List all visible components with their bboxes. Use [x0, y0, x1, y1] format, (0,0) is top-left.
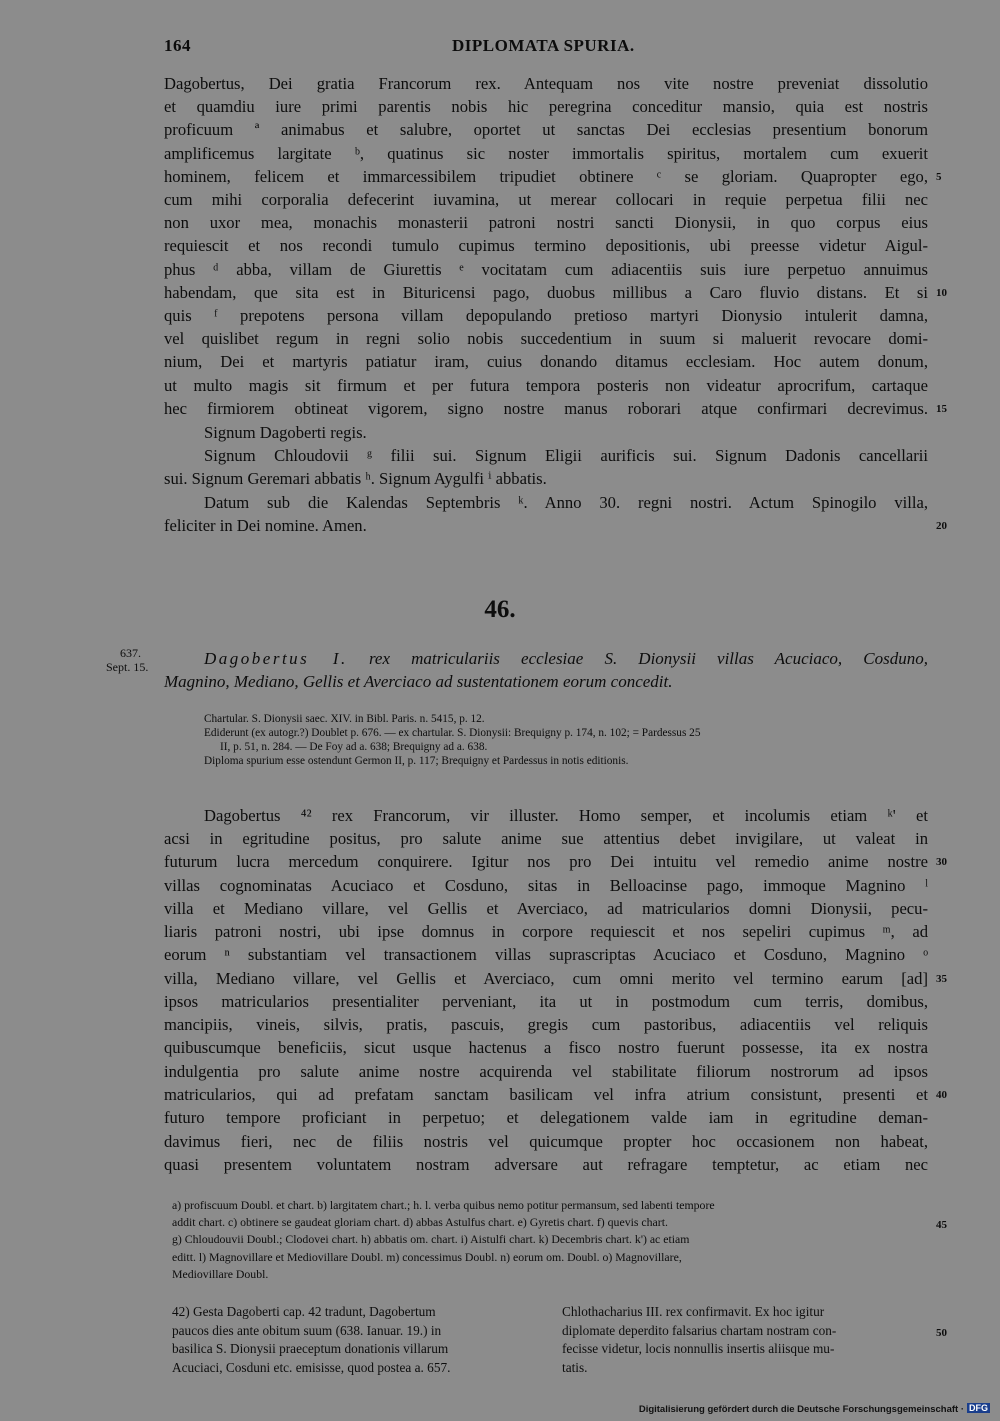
text-line: futurum lucra mercedum conquirere. Igitur nos pro Dei intuitu vel remedio anime nostre: [164, 852, 928, 871]
line-number: 10: [936, 287, 947, 299]
digitization-credit: Digitalisierung gefördert durch die Deutsche Forschungsgemeinschaft ·: [638, 1404, 964, 1415]
text-line: villas cognominatas Acuciaco et Cosduno, sitas in Belloacinse pago, immoque Magnino ˡ: [164, 876, 928, 895]
text-line: quibuscumque beneficiis, sicut usque hactenus a fisco nostro fuerunt possesse, ita ex nostra: [164, 1038, 928, 1057]
regest-line: Magnino, Mediano, Gellis et Averciaco ad sustentationem eorum concedit.: [164, 672, 673, 691]
text-line: quasi presentem voluntatem nostram adversare aut refragare temptetur, ac etiam nec: [164, 1155, 928, 1174]
text-line: futuro tempore proficiant in perpetuo; et delegationem valde iam in egritudine deman-: [164, 1108, 928, 1127]
signum-line: Signum Dagoberti regis.: [204, 423, 367, 442]
signum-line: sui. Signum Geremari abbatis ʰ. Signum Aygulfi ⁱ abbatis.: [164, 469, 547, 488]
note-line: fecisse videtur, locis nonnullis insertis aliisque mu-: [562, 1341, 835, 1356]
source-line: Ediderunt (ex autogr.?) Doublet p. 676. — ex chartular. S. Dionysii: Brequigny p. 174, n. 102; = Pardessus 25: [204, 727, 701, 739]
text-line: cum mihi corporalia defecerint iuvamina, ut merear collocari in requie perpetua filii nec: [164, 190, 928, 209]
text-line: hominem, felicem et immarcessibilem tripudiet obtinere ᶜ se gloriam. Quapropter ego,: [164, 167, 928, 186]
date-year: 637.: [120, 646, 141, 660]
text-line: matricularios, qui ad prefatam sanctam basilicam vel infra atrium consistunt, presenti et: [164, 1085, 928, 1104]
running-title: DIPLOMATA SPURIA.: [452, 36, 635, 55]
text-line: hec firmiorem obtineat vigorem, signo nostre manus roborari atque confirmari decrevimus.: [164, 399, 928, 418]
text-line: Dagobertus, Dei gratia Francorum rex. Antequam nos vite nostre preveniat dissolutio: [164, 74, 928, 93]
regest-line: [204, 647, 928, 670]
footnote-line: addit chart. c) obtinere se gaudeat gloriam chart. d) abbas Astulfus chart. e) Gyretis chart. f) quevis chart.: [172, 1215, 668, 1229]
text-line: villa, Mediano villare, vel Gellis et Averciaco, cum omni merito vel termino earum [ad]: [164, 969, 928, 988]
line-number: 5: [936, 171, 942, 183]
dfg-logo: DFG: [969, 1403, 988, 1413]
text-line: requiescit et nos recondi tumulo cupimus termino depositionis, ubi preesse videtur Aigul-: [164, 236, 928, 255]
footnote-line: editt. l) Magnovillare et Mediovillare Doubl. m) concessimus Doubl. n) eorum om. Doubl. o) Magnovillare,: [172, 1250, 682, 1264]
footnote-line: g) Chloudouvii Doubl.; Clodovei chart. h) abbatis om. chart. i) Aistulfi chart. k) Decembris chart. k') ac etiam: [172, 1232, 690, 1246]
text-line: non uxor mea, monachis monasterii patroni nostri sancti Dionysii, in quo corpus eius: [164, 213, 928, 232]
note-line: Chlothacharius III. rex confirmavit. Ex hoc igitur: [562, 1304, 825, 1319]
line-number: 50: [936, 1327, 947, 1339]
line-number: 45: [936, 1219, 947, 1231]
text-line: indulgentia pro salute anime nostre acquirenda vel stabilitate filiorum nostrorum ad ipsos: [164, 1062, 928, 1081]
datum-line: Datum sub die Kalendas Septembris ᵏ. Anno 30. regni nostri. Actum Spinogilo villa,: [204, 493, 928, 512]
text-line: mancipiis, vineis, silvis, pratis, pascuis, gregis cum pastoribus, adiacentiis vel reliquis: [164, 1015, 928, 1034]
source-line: II, p. 51, n. 284. — De Foy ad a. 638; Brequigny ad a. 638.: [220, 741, 488, 753]
text-line: ut multo magis sit firmum et per futura tempora posteris non videatur aprocrifum, cartaque: [164, 376, 928, 395]
note-line: paucos dies ante obitum suum (638. Ianuar. 19.) in: [172, 1323, 442, 1338]
text-line: et quamdiu iure primi parentis nobis hic peregrina conceditur mansio, quia est nostris: [164, 97, 928, 116]
text-line: phus ᵈ abba, villam de Giurettis ᵉ vocitatam cum adiacentiis suis iure perpetuo annuimus: [164, 260, 928, 279]
line-number: 35: [936, 973, 947, 985]
text-line: davimus fieri, nec de filiis nostris vel quicumque propter hoc occasionem non habeat,: [164, 1132, 928, 1151]
line-number: 15: [936, 403, 947, 415]
document-number: 46.: [484, 596, 516, 623]
note-line: 42) Gesta Dagoberti cap. 42 tradunt, Dagobertum: [172, 1304, 436, 1319]
note-line: basilica S. Dionysii praeceptum donationis villarum: [172, 1341, 449, 1356]
text-line: eorum ⁿ substantiam vel transactionem villas suprascriptas Acuciaco et Cosduno, Magnino ᵒ: [164, 945, 928, 964]
text-line: habendam, que sita est in Bituricensi pago, duobus millibus a Caro fluvio distans. Et si: [164, 283, 928, 302]
text-line: liaris patroni nostri, ubi ipse domnus in corpore requiescit et nos sepeliri cupimus ᵐ, ad: [164, 922, 928, 941]
note-line: Acuciaci, Cosduni etc. emisisse, quod postea a. 657.: [172, 1360, 451, 1375]
text-line: vel quislibet regum in regni solio nobis succedentium in suum si maluerit revocare domi-: [164, 329, 928, 348]
text-line: acsi in egritudine positus, pro salute anime sue attentius debet invigilare, ut valeat in: [164, 829, 928, 848]
source-line: Chartular. S. Dionysii saec. XIV. in Bibl. Paris. n. 5415, p. 12.: [204, 713, 485, 725]
note-line: diplomate deperdito falsarius chartam nostram con-: [562, 1323, 837, 1338]
datum-line: feliciter in Dei nomine. Amen.: [164, 516, 367, 535]
page-number: 164: [164, 36, 191, 55]
text-line: ipsos matricularios presentialiter perveniant, ita ut in postmodum cum terris, domibus,: [164, 992, 928, 1011]
line-number: 40: [936, 1089, 947, 1101]
text-line: proficuum ª animabus et salubre, oportet ut sanctas Dei ecclesias presentium bonorum: [164, 120, 928, 139]
text-line: villa et Mediano villare, vel Gellis et Averciaco, ad matricularios domni Dionysii, pecu-: [164, 899, 928, 918]
line-number: 20: [936, 520, 947, 532]
regest-name: Dagobertus I.: [204, 649, 348, 668]
text-line: quis ᶠ prepotens persona villam depopulando pretioso martyri Dionysio intulerit damna,: [164, 306, 928, 325]
note-line: tatis.: [562, 1360, 588, 1375]
text-line: Dagobertus ⁴² rex Francorum, vir illuster. Homo semper, et incolumis etiam ᵏ' et: [204, 806, 928, 825]
source-line: Diploma spurium esse ostendunt Germon II, p. 117; Brequigny et Pardessus in notis editionis.: [204, 755, 629, 767]
footnote-line: a) profiscuum Doubl. et chart. b) largitatem chart.; h. l. verba quibus nemo potitur permansum, sed labenti tempore: [172, 1198, 715, 1212]
regest-text: rex matriculariis ecclesiae S. Dionysii villas Acuciaco, Cosduno,: [368, 649, 928, 668]
text-line: nium, Dei et martyris patiatur iram, cuius donando ditamus ecclesiam. Hoc autem donum,: [164, 352, 928, 371]
line-number: 30: [936, 856, 947, 868]
footnote-line: Mediovillare Doubl.: [172, 1267, 269, 1281]
date-day: Sept. 15.: [106, 660, 149, 674]
text-line: amplificemus largitate ᵇ, quatinus sic noster immortalis spiritus, mortalem cum exuerit: [164, 144, 928, 163]
signum-line: Signum Chloudovii ᵍ filii sui. Signum Eligii aurificis sui. Signum Dadonis cancellarii: [204, 446, 928, 465]
